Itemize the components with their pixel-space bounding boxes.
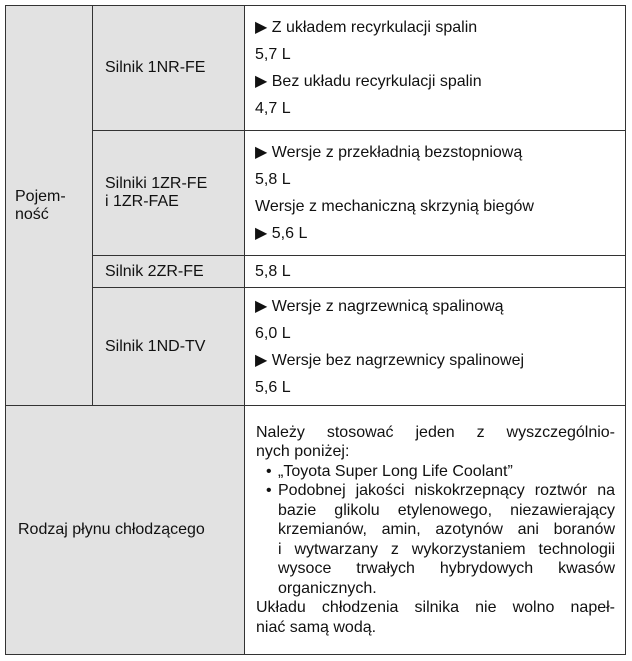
coolant-label-text: Rodzaj płynu chłodzącego (18, 521, 205, 538)
value-line: 5,8 L (255, 171, 291, 188)
capacity-label-line1: Pojem- (15, 187, 66, 205)
bullet-text-line: wysoce trwałych hybrydowych kwasów (278, 560, 615, 578)
value-line: 4,7 L (255, 100, 291, 117)
engine-1zr-fe-values (245, 131, 626, 256)
coolant-intro-line2: nych poniżej: (256, 443, 350, 461)
value-line: ▶ Bez układu recyrkulacji spalin (255, 73, 482, 90)
engine-1nr-fe-values (245, 6, 626, 131)
coolant-outro-line2: niać samą wodą. (256, 618, 377, 636)
value-line: 6,0 L (255, 324, 291, 342)
engine-name-line1: Silniki 1ZR-FE (105, 175, 208, 192)
bullet-text-line: i wytwarzany z wykorzystaniem technologii (278, 540, 615, 558)
value-line: ▶ Z układem recyrkulacji spalin (255, 19, 478, 36)
row-1nr-fe (6, 6, 626, 131)
value-line: 5,6 L (255, 378, 291, 396)
bullet-text-line: organicznych. (278, 579, 377, 597)
value-line: ▶ Wersje z przekładnią bezstopniową (255, 144, 523, 161)
engine-1nr-fe-label (93, 6, 245, 131)
row-2zr-fe (6, 256, 626, 288)
value-line: ▶ Wersje z nagrzewnicą spalinową (255, 297, 504, 315)
list-item (256, 481, 615, 598)
engine-name: Silnik 1ND-TV (105, 337, 206, 355)
value-line: Wersje z mechaniczną skrzynią biegów (255, 198, 534, 215)
bullet-text-line: Podobnej jakości niskokrzepnący roztwór na (278, 482, 615, 500)
engine-name-line2: i 1ZR-FAE (105, 193, 179, 210)
bullet-text: „Toyota Super Long Life Coolant” (278, 462, 513, 480)
engine-name: Silnik 2ZR-FE (105, 262, 204, 280)
value-line: ▶ 5,6 L (255, 225, 308, 242)
row-1zr-fe (6, 131, 626, 256)
coolant-intro-line1: Należy stosować jeden z wyszczególnio- (256, 423, 615, 441)
list-item (256, 462, 615, 482)
coolant-bullet-list (256, 462, 615, 599)
row-1nd-tv (6, 288, 626, 406)
value-line: ▶ Wersje bez nagrzewnicy spalinowej (255, 351, 525, 369)
engine-1nd-tv-values (245, 288, 626, 406)
engine-2zr-fe-values (245, 256, 626, 288)
engine-1zr-fe-label (93, 131, 245, 256)
coolant-outro-line1: Układu chłodzenia silnika nie wolno napeł- (256, 599, 615, 617)
engine-name: Silnik 1NR-FE (105, 59, 206, 76)
coolant-type-values (245, 406, 626, 655)
bullet-text-line: krzemianów, amin, azotynów ani boranów (278, 521, 615, 539)
bullet-text-line: bazie glikolu etylenowego, niezawierający (278, 501, 615, 519)
row-coolant-type (6, 406, 626, 655)
value-line: 5,7 L (255, 46, 291, 63)
engine-1nd-tv-label (93, 288, 245, 406)
bullet-icon: • (266, 462, 272, 480)
engine-2zr-fe-label (93, 256, 245, 288)
coolant-type-label (6, 406, 245, 655)
value-line: 5,8 L (255, 263, 291, 280)
coolant-spec-table (5, 5, 626, 655)
capacity-label-cell (6, 6, 93, 406)
capacity-label-line2: ność (15, 205, 49, 223)
bullet-icon: • (266, 482, 272, 500)
